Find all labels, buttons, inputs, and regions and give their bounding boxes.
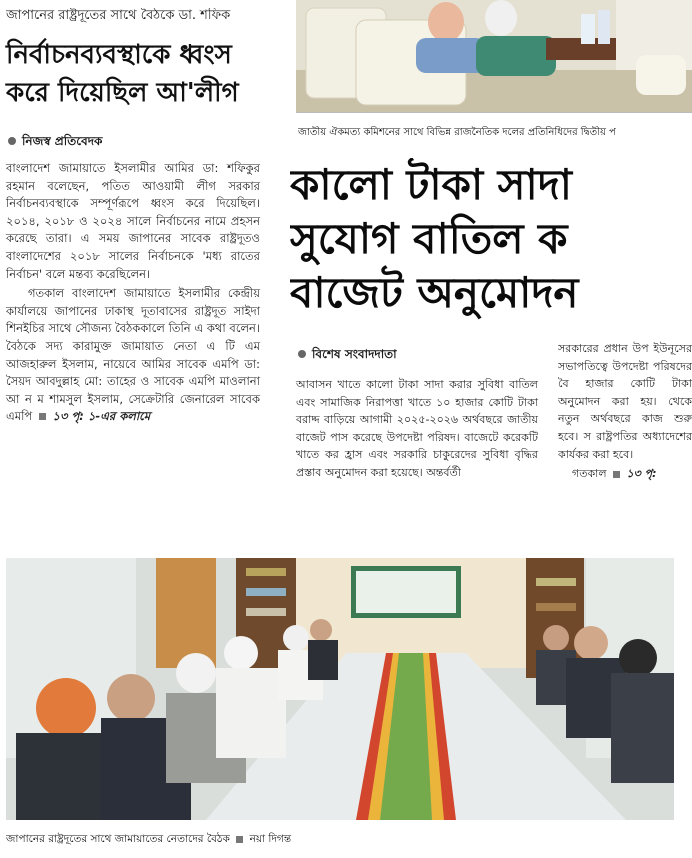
top-photo-caption: জাতীয় ঐকমত্য কমিশনের সাথে বিভিন্ন রাজনৈতিক দলের প্রতিনিধিদের দ্বিতীয় প [298, 127, 616, 138]
top-photo [296, 0, 692, 112]
bottom-photo [6, 558, 674, 820]
left-continuation: ১৩ পৃ: ১-এর কলামে [52, 409, 151, 424]
left-byline-text: নিজস্ব প্রতিবেদক [22, 134, 103, 148]
right-col2-text: সরকারের প্রধান উপ ইউনূসের সভাপতিত্বে উপদেষ্টা পরিষদের বৈ হাজার কোটি টাকা অনুমোদন করা হয়। থেকে নতুন অর্থবছরে কাজ শুরু হবে। স রাষ্ট্রপতির অধ্যাদেশের কার্যকর করা হবে। [558, 342, 692, 461]
photo-rule [296, 112, 692, 113]
right-headline-line3: বাজেট অনুমোদন [290, 268, 579, 317]
left-para-2-text: গতকাল বাংলাদেশ জামায়াতে ইসলামীর কেন্দ্রীয় কার্যালয়ে জাপানের ঢাকাস্থ দূতাবাসের রাষ্ট্রদূত সাইদা শিনইচির সাথে সৌজন্য বৈঠককালে তিনি এ কথা বলেন। বৈঠকে সদ্য কারামুক্ত জামায়াত নেতা এ টি এম আজহারুল ইসলাম, নায়েবে আমির সাবেক এমপি ডা: সৈয়দ আবদুল্লাহ মো: তাহের ও সাবেক এমপি মাওলানা আ ন ম শামসুল ইসলাম, সেক্রেটারি জেনারেল সাবেক এমপি [6, 286, 260, 424]
right-col2-end [558, 465, 692, 483]
left-story-body [6, 160, 260, 428]
right-headline-line2: সুযোগ বাতিল ক [290, 214, 568, 263]
square-bullet-icon [39, 413, 46, 420]
right-continuation: ১৩ পৃ: [626, 467, 657, 481]
right-headline-line1: কালো টাকা সাদা [290, 160, 572, 209]
square-bullet-icon [613, 471, 620, 478]
bottom-caption-credit: নয়া দিগন্ত [249, 833, 292, 845]
left-byline [8, 133, 102, 149]
left-para-1: বাংলাদেশ জামায়াতে ইসলামীর আমির ডা: শফিকুর রহমান বলেছেন, পতিত আওয়ামী লীগ সরকার নির্বাচনব্যবস্থাকে সম্পূর্ণরূপে ধ্বংস করে দিয়েছিল। ২০১৪, ২০১৮ ও ২০২৪ সালে নির্বাচনের নামে প্রহসন করেছে তারা। এ সময় জাপানের সাবেক রাষ্ট্রদূতও বাংলাদেশের ২০১৮ সালের নির্বাচনকে 'মধ্য রাতের নির্বাচন' বলে মন্তব্য করেছিলেন। [6, 161, 260, 281]
square-bullet-icon [236, 836, 243, 843]
right-col-1 [296, 376, 538, 484]
right-headline [290, 158, 692, 320]
right-col-2 [558, 340, 692, 540]
bottom-photo-scene [6, 558, 674, 820]
left-para-2 [6, 285, 260, 426]
bullet-icon [8, 137, 16, 145]
left-headline-line1: নির্বাচনব্যবস্থাকে ধ্বংস [6, 40, 232, 70]
right-byline [298, 346, 397, 362]
bottom-photo-caption [6, 832, 686, 846]
bullet-icon [298, 350, 306, 358]
right-col1-text: আবাসন খাতে কালো টাকা সাদা করার সুবিধা বাতিল এবং সামাজিক নিরাপত্তা খাতে ১০ হাজার কোটি টাকা বরাদ্দ বাড়িয়ে আগামী ২০২৫-২০২৬ অর্থবছরে জাতীয় বাজেট পাস করেছে উপদেষ্টা পরিষদ। বাজেটে করেকটি খাতে কর হ্রাস এবং সরকারি চাকুরেদের সুবিধা বৃদ্ধির প্রস্তাব অনুমোদন করা হয়েছে। অন্তর্বর্তী [296, 378, 538, 479]
right-col2-end-text: গতকাল [572, 467, 607, 481]
left-headline [6, 36, 288, 112]
bottom-caption-text: জাপানের রাষ্ট্রদূতের সাথে জামায়াতের নেতাদের বৈঠক [6, 833, 230, 845]
left-headline-line2: করে দিয়েছিল আ'লীগ [6, 78, 239, 108]
right-byline-text: বিশেষ সংবাদদাতা [312, 347, 397, 361]
kicker-line: জাপানের রাষ্ট্রদূতের সাথে বৈঠকে ডা. শফিক [6, 8, 231, 23]
top-photo-scene [296, 0, 692, 112]
